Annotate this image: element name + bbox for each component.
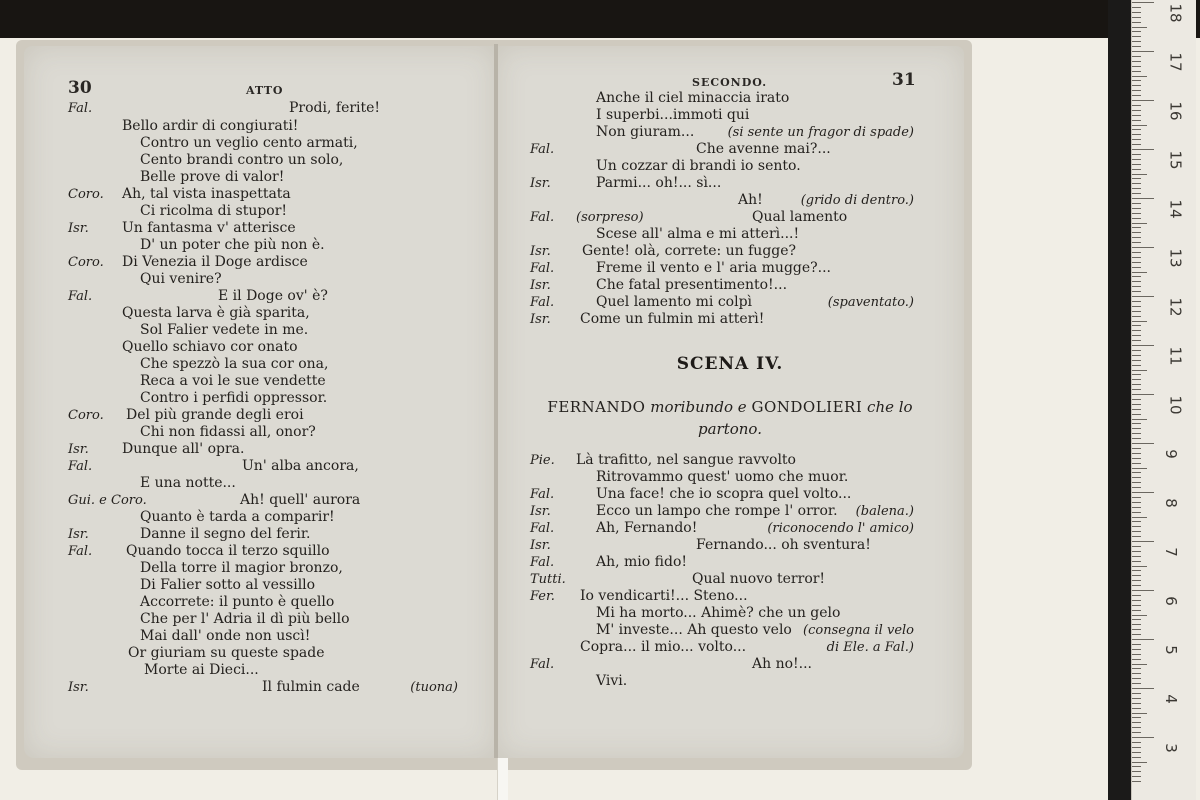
ruler-tick [1132,688,1154,689]
ruler-tick [1132,169,1141,170]
ruler-tick [1132,286,1141,287]
ruler-tick [1132,742,1141,743]
verse-line: Che avenne mai?... [696,141,831,157]
ruler-tick [1132,468,1147,469]
speaker-label: Coro. [68,187,104,202]
stage-direction: di Ele. a Fal.) [826,640,914,655]
ruler-tick [1132,615,1147,616]
speaker-label: Fal. [530,295,555,310]
ruler-tick [1132,423,1141,424]
speaker-label: Fal. [530,210,555,225]
ruler-tick [1132,389,1141,390]
verse-line: Di Venezia il Doge ardisce [122,254,308,270]
verse-line: Che fatal presentimento!... [596,277,788,293]
ruler-tick [1132,321,1147,322]
stage-direction: (sorpreso) [576,210,644,225]
page-number-right: 31 [892,70,916,90]
ruler-tick [1132,448,1141,449]
ruler-tick [1132,556,1141,557]
verse-line: Quanto è tarda a comparir! [140,509,335,525]
ruler-tick [1132,370,1147,371]
verse-line: Ritrovammo quest' uomo che muor. [596,469,849,485]
ruler-tick [1132,438,1141,439]
verse-line: Quel lamento mi colpì [596,294,753,310]
ruler-label: 18 [1166,3,1185,23]
speaker-label: Fal. [530,555,555,570]
ruler-tick [1132,139,1141,140]
verse-line: Della torre il magior bronzo, [140,560,343,576]
ruler-tick [1132,208,1141,209]
ruler-tick [1132,198,1154,199]
ruler-tick [1132,546,1141,547]
ruler-tick [1132,345,1154,346]
verse-line: Ah! quell' aurora [240,492,361,508]
speaker-label: Coro. [68,255,104,270]
ruler-tick [1132,115,1141,116]
ruler-tick [1132,590,1154,591]
ruler-label: 14 [1166,199,1185,219]
speaker-label: Fal. [68,101,93,116]
ruler-tick [1132,414,1141,415]
verse-line: Mai dall' onde non uscì! [140,628,311,644]
ruler-tick [1132,463,1141,464]
dark-backdrop-top [0,0,1200,38]
ruler-tick [1132,281,1141,282]
ruler-tick [1132,399,1141,400]
ruler-tick [1132,159,1141,160]
ruler-tick [1132,178,1141,179]
ruler-tick [1132,507,1141,508]
verse-line: Danne il segno del ferir. [140,526,311,542]
ruler-tick [1132,76,1147,77]
ruler-tick [1132,497,1141,498]
ruler-tick [1132,41,1141,42]
verse-line: Una face! che io scopra quel volto... [596,486,852,502]
ruler-tick [1132,492,1154,493]
ruler-tick [1132,291,1141,292]
ruler-tick [1132,610,1141,611]
cast-name-fernando: FERNANDO [547,398,646,416]
ruler-tick [1132,56,1141,57]
ruler-tick [1132,7,1141,8]
book-gutter [494,44,498,758]
ruler-tick [1132,477,1141,478]
ruler-tick [1132,472,1141,473]
ruler-tick [1132,71,1141,72]
ribbon-strip [497,758,508,800]
verse-line: Questa larva è già sparita, [122,305,310,321]
ruler-label: 8 [1161,498,1180,508]
verse-line: Ah! [738,192,763,208]
speaker-label: Fer. [530,589,555,604]
verse-line: Là trafitto, nel sangue ravvolto [576,452,796,468]
ruler-label: 4 [1161,694,1180,704]
dark-backdrop-right [1108,0,1132,800]
ruler-tick [1132,203,1141,204]
ruler-tick [1132,644,1141,645]
ruler-tick [1132,595,1141,596]
ruler-tick [1132,776,1141,777]
ruler-tick [1132,521,1141,522]
verse-line: Un' alba ancora, [242,458,359,474]
ruler-tick [1132,384,1141,385]
ruler-tick [1132,61,1141,62]
ruler-tick [1132,487,1141,488]
ruler-tick [1132,693,1141,694]
speaker-label: Fal. [530,487,555,502]
ruler-tick [1132,90,1141,91]
ruler-tick [1132,252,1141,253]
speaker-label: Fal. [530,261,555,276]
ruler-tick [1132,174,1147,175]
ruler-label: 15 [1166,150,1185,170]
ruler-tick [1132,374,1141,375]
ruler-tick [1132,301,1141,302]
speaker-label: Isr. [530,244,551,259]
ruler-tick [1132,95,1141,96]
ruler-tick [1132,360,1141,361]
verse-line: Accorrete: il punto è quello [140,594,335,610]
ruler-tick [1132,708,1141,709]
ruler-tick [1132,267,1141,268]
ruler-tick [1132,306,1141,307]
ruler-tick [1132,164,1141,165]
verse-line: Sol Falier vedete in me. [140,322,309,338]
verse-line: Qual lamento [752,209,848,225]
ruler-tick [1132,110,1141,111]
ruler-label: 16 [1166,101,1185,121]
verse-line: Dunque all' opra. [122,441,245,457]
ruler-tick [1132,213,1141,214]
ruler-tick [1132,654,1141,655]
cast-list [496,396,964,440]
ruler-tick [1132,428,1141,429]
speaker-label: Isr. [68,680,89,695]
verse-line: Contro i perfidi oppressor. [140,390,328,406]
verse-line: Il fulmin cade [262,679,360,695]
verse-line: Reca a voi le sue vendette [140,373,326,389]
ruler-tick [1132,551,1141,552]
verse-line: Ah no!... [752,656,812,672]
ruler-tick [1132,129,1141,130]
cast-name-gondolieri: GONDOLIERI [751,398,863,416]
verse-line: E una notte... [140,475,236,491]
ruler-tick [1132,580,1141,581]
verse-line: Un fantasma v' atterisce [122,220,296,236]
ruler-tick [1132,531,1141,532]
ruler-tick [1132,409,1141,410]
verse-line: Che per l' Adria il dì più bello [140,611,350,627]
ruler-tick [1132,85,1141,86]
stage-direction: (balena.) [855,504,914,519]
ruler-tick [1132,624,1141,625]
ruler-tick [1132,31,1141,32]
ruler-tick [1132,227,1141,228]
ruler-tick [1132,257,1141,258]
ruler-tick [1132,100,1154,101]
ruler-tick [1132,502,1141,503]
ruler-tick [1132,526,1141,527]
ruler-tick [1132,766,1141,767]
ruler-tick [1132,727,1141,728]
speaker-label: Coro. [68,408,104,423]
ruler-tick [1132,316,1141,317]
verse-line: Del più grande degli eroi [126,407,304,423]
ruler-tick [1132,276,1141,277]
ruler-label: 11 [1166,346,1185,366]
verse-line: Prodi, ferite! [289,100,381,116]
verse-line: Vivi. [596,673,628,689]
ruler-tick [1132,566,1147,567]
verse-line: Qual nuovo terror! [692,571,826,587]
ruler-tick [1132,673,1141,674]
ruler-tick [1132,634,1141,635]
verse-line: Scese all' alma e mi atterì...! [596,226,800,242]
ruler-tick [1132,120,1141,121]
speaker-label: Isr. [530,538,551,553]
ruler-tick [1132,722,1141,723]
verse-line: Or giuriam su queste spade [128,645,325,661]
ruler-tick [1132,154,1141,155]
ruler-label: 9 [1161,449,1180,459]
verse-line: Morte ai Dieci... [144,662,259,678]
ruler-label: 12 [1166,297,1185,317]
verse-line: Ah, tal vista inaspettata [122,186,291,202]
ruler-tick [1132,575,1141,576]
ruler-tick [1132,193,1141,194]
ruler-tick [1132,419,1147,420]
ruler-label: 7 [1161,547,1180,557]
ruler-tick [1132,134,1141,135]
measuring-ruler [1131,0,1196,800]
verse-line: Ci ricolma di stupor! [140,203,288,219]
verse-line: Ah, Fernando! [596,520,698,536]
ruler-tick [1132,639,1154,640]
verse-line: Cento brandi contro un solo, [140,152,344,168]
verse-line: Non giuram... [596,124,695,140]
ruler-tick [1132,541,1154,542]
ruler-tick [1132,536,1141,537]
ruler-tick [1132,771,1141,772]
stage-direction: (tuona) [410,680,458,695]
ruler-tick [1132,232,1141,233]
speaker-label: Isr. [530,312,551,327]
ruler-tick [1132,717,1141,718]
speaker-label: Isr. [68,221,89,236]
ruler-tick [1132,105,1141,106]
verse-line: Chi non fidassi all, onor? [140,424,316,440]
ruler-tick [1132,36,1141,37]
verse-line: Quando tocca il terzo squillo [126,543,330,559]
ruler-tick [1132,355,1141,356]
ruler-tick [1132,619,1141,620]
speaker-label: Isr. [530,504,551,519]
ruler-label: 10 [1166,395,1185,415]
ruler-tick [1132,247,1154,248]
verse-line: D' un poter che più non è. [140,237,325,253]
speaker-label: Fal. [68,544,93,559]
verse-line: Un cozzar di brandi io sento. [596,158,801,174]
ruler-tick [1132,296,1154,297]
ruler-tick [1132,747,1141,748]
speaker-label: Fal. [530,657,555,672]
ruler-tick [1132,678,1141,679]
stage-direction: (grido di dentro.) [800,193,914,208]
ruler-tick [1132,379,1141,380]
ruler-tick [1132,272,1147,273]
ruler-tick [1132,365,1141,366]
stage-direction: (spaventato.) [827,295,914,310]
verse-line: Freme il vento e l' aria mugge?... [596,260,832,276]
verse-line: Fernando... oh sventura! [696,537,871,553]
verse-line: Ah, mio fido! [596,554,688,570]
ruler-tick [1132,188,1141,189]
ruler-tick [1132,757,1141,758]
ruler-tick [1132,237,1141,238]
ruler-tick [1132,664,1147,665]
verse-line: Copra... il mio... volto... [580,639,747,655]
ruler-tick [1132,762,1147,763]
ruler-tick [1132,605,1141,606]
verse-line: Io vendicarti!... Steno... [580,588,748,604]
stage-direction: (si sente un fragor di spade) [727,125,914,140]
verse-line: Gente! olà, correte: un fugge? [582,243,797,259]
speaker-label: Fal. [68,289,93,304]
ruler-tick [1132,149,1154,150]
verse-line: I superbi...immoti qui [596,107,750,123]
ruler-tick [1132,80,1141,81]
verse-line: Che spezzò la sua cor ona, [140,356,329,372]
ruler-tick [1132,517,1147,518]
verse-line: Parmi... oh!... sì... [596,175,722,191]
ruler-tick [1132,325,1141,326]
ruler-tick [1132,683,1141,684]
speaker-label: Fal. [68,459,93,474]
ruler-tick [1132,340,1141,341]
ruler-tick [1132,649,1141,650]
speaker-label: Fal. [530,142,555,157]
ruler-tick [1132,737,1154,738]
cast-note-end: partono. [698,420,762,438]
speaker-label: Fal. [530,521,555,536]
speaker-label: Pie. [530,453,555,468]
ruler-label: 17 [1166,52,1185,72]
ruler-label: 3 [1161,743,1180,753]
verse-line: Come un fulmin mi atterì! [580,311,765,327]
ruler-label: 13 [1166,248,1185,268]
ruler-label: 5 [1161,645,1180,655]
verse-line: Di Falier sotto al vessillo [140,577,316,593]
ruler-tick [1132,335,1141,336]
ruler-tick [1132,404,1141,405]
ruler-tick [1132,2,1154,3]
speaker-label: Tutti. [530,572,566,587]
ruler-tick [1132,732,1141,733]
page-number-left: 30 [68,78,92,98]
ruler-tick [1132,394,1154,395]
running-header-left: ATTO [246,84,284,97]
speaker-label: Isr. [68,527,89,542]
speaker-label: Isr. [68,442,89,457]
ruler-tick [1132,12,1141,13]
ruler-tick [1132,629,1141,630]
verse-line: Belle prove di valor! [140,169,285,185]
ruler-tick [1132,311,1141,312]
ruler-tick [1132,585,1141,586]
ruler-tick [1132,752,1141,753]
ruler-tick [1132,330,1141,331]
ruler-tick [1132,125,1147,126]
running-header-right: SECONDO. [692,76,768,89]
ruler-tick [1132,482,1141,483]
ruler-tick [1132,668,1141,669]
ruler-tick [1132,703,1141,704]
ruler-tick [1132,433,1141,434]
ruler-tick [1132,570,1141,571]
ruler-tick [1132,27,1147,28]
ruler-tick [1132,223,1147,224]
verse-line: Qui venire? [140,271,222,287]
ruler-tick [1132,51,1154,52]
cast-note: moribundo e [650,398,747,416]
ruler-tick [1132,17,1141,18]
verse-line: M' investe... Ah questo velo [596,622,792,638]
left-page [24,46,496,758]
verse-line: Quello schiavo cor onato [122,339,298,355]
ruler-tick [1132,713,1147,714]
ruler-tick [1132,561,1141,562]
verse-line: Contro un veglio cento armati, [140,135,358,151]
ruler-tick [1132,781,1141,782]
verse-line: Anche il ciel minaccia irato [596,90,790,106]
verse-line: Ecco un lampo che rompe l' orror. [596,503,838,519]
ruler-tick [1132,600,1141,601]
speaker-label: Isr. [530,176,551,191]
speaker-label: Isr. [530,278,551,293]
right-page [496,46,964,758]
ruler-tick [1132,242,1141,243]
ruler-tick [1132,659,1141,660]
ruler-tick [1132,512,1141,513]
ruler-tick [1132,698,1141,699]
ruler-tick [1132,66,1141,67]
verse-line: Bello ardir di congiurati! [122,118,299,134]
stage-direction: (riconocendo l' amico) [767,521,914,536]
ruler-tick [1132,458,1141,459]
scene-title: SCENA IV. [676,354,784,374]
speaker-label: Gui. e Coro. [68,493,147,508]
ruler-label: 6 [1161,596,1180,606]
ruler-tick [1132,218,1141,219]
cast-note: che lo [867,398,913,416]
verse-line: E il Doge ov' è? [218,288,328,304]
ruler-tick [1132,262,1141,263]
ruler-tick [1132,22,1141,23]
verse-line: Mi ha morto... Ahimè? che un gelo [596,605,841,621]
ruler-tick [1132,350,1141,351]
ruler-tick [1132,144,1141,145]
stage-direction: (consegna il velo [803,623,914,638]
ruler-tick [1132,443,1154,444]
ruler-tick [1132,46,1141,47]
ruler-tick [1132,453,1141,454]
ruler-tick [1132,183,1141,184]
